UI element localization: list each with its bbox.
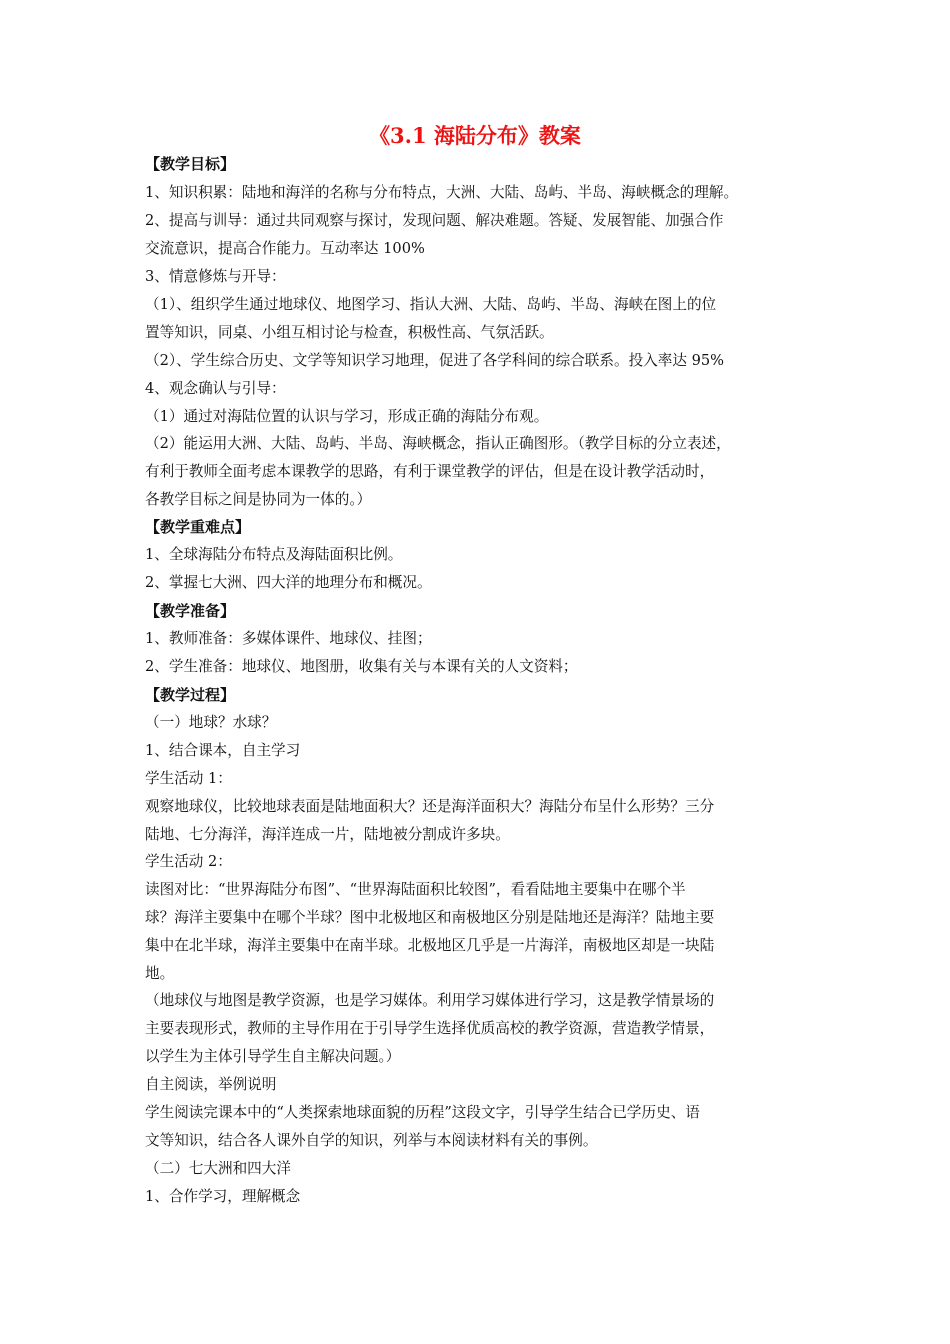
text-line: 读图对比：“世界海陆分布图”、“世界海陆面积比较图”，看看陆地主要集中在哪个半 <box>145 881 686 898</box>
text-line: 球？海洋主要集中在哪个半球？图中北极地区和南极地区分别是陆地还是海洋？陆地主要 <box>145 909 715 926</box>
text-line: 观察地球仪，比较地球表面是陆地面积大？还是海洋面积大？海陆分布呈什么形势？三分 <box>145 798 715 815</box>
text-line: 学生活动 2： <box>145 853 232 870</box>
text-line: （2）能运用大洲、大陆、岛屿、半岛、海峡概念，指认正确图形。（教学目标的分立表述， <box>145 435 731 452</box>
text-line: 学生活动 1： <box>145 770 232 787</box>
text-line: 集中在北半球，海洋主要集中在南半球。北极地区几乎是一片海洋，南极地区却是一块陆 <box>145 937 715 954</box>
text-line: 置等知识，同桌、小组互相讨论与检查，积极性高、气氛活跃。 <box>145 324 554 341</box>
section-heading-preparation: 【教学准备】 <box>145 602 236 620</box>
section-heading-process: 【教学过程】 <box>145 686 236 704</box>
section-heading-key-points: 【教学重难点】 <box>145 518 251 536</box>
text-line: 2、提高与训导：通过共同观察与探讨，发现问题、解决难题。答疑、发展智能、加强合作 <box>145 212 724 229</box>
text-line: 4、观念确认与引导： <box>145 380 286 397</box>
text-line: 自主阅读，举例说明 <box>145 1076 277 1093</box>
text-line: 交流意识，提高合作能力。互动率达 100% <box>145 240 425 257</box>
text-line: 文等知识，结合各人课外自学的知识，列举与本阅读材料有关的事例。 <box>145 1132 598 1149</box>
text-line: 有利于教师全面考虑本课教学的思路，有利于课堂教学的评估，但是在设计教学活动时， <box>145 463 715 480</box>
text-line: 3、情意修炼与开导： <box>145 268 286 285</box>
text-line: 1、全球海陆分布特点及海陆面积比例。 <box>145 546 403 563</box>
text-line: （地球仪与地图是教学资源，也是学习媒体。利用学习媒体进行学习，这是教学情景场的 <box>145 992 715 1009</box>
text-line: 1、教师准备：多媒体课件、地球仪、挂图； <box>145 630 432 647</box>
text-line: 地。 <box>145 965 175 982</box>
text-line: （2）、学生综合历史、文学等知识学习地理，促进了各学科间的综合联系。投入率达 95% <box>145 352 725 369</box>
text-line: 陆地、七分海洋，海洋连成一片，陆地被分割成许多块。 <box>145 826 510 843</box>
text-line: 1、结合课本，自主学习 <box>145 742 301 759</box>
text-line: 各教学目标之间是协同为一体的。） <box>145 491 372 508</box>
text-line: 2、掌握七大洲、四大洋的地理分布和概况。 <box>145 574 432 591</box>
section-heading-objectives: 【教学目标】 <box>145 155 236 173</box>
text-line: 2、学生准备：地球仪、地图册，收集有关与本课有关的人文资料； <box>145 658 578 675</box>
text-line: 主要表现形式，教师的主导作用在于引导学生选择优质高校的教学资源，营造教学情景， <box>145 1020 715 1037</box>
text-line: 1、合作学习，理解概念 <box>145 1188 301 1205</box>
text-line: （1）通过对海陆位置的认识与学习，形成正确的海陆分布观。 <box>145 408 549 425</box>
text-line: 以学生为主体引导学生自主解决问题。） <box>145 1048 401 1065</box>
text-line: 1、知识积累：陆地和海洋的名称与分布特点，大洲、大陆、岛屿、半岛、海峡概念的理解。 <box>145 184 739 201</box>
text-line: （二）七大洲和四大洋 <box>145 1160 291 1177</box>
document-title: 《3.1 海陆分布》教案 <box>369 123 581 148</box>
text-line: （一）地球？水球？ <box>145 714 277 731</box>
text-line: 学生阅读完课本中的“人类探索地球面貌的历程”这段文字，引导学生结合已学历史、语 <box>145 1104 700 1121</box>
text-line: （1）、组织学生通过地球仪、地图学习、指认大洲、大陆、岛屿、半岛、海峡在图上的位 <box>145 296 717 313</box>
